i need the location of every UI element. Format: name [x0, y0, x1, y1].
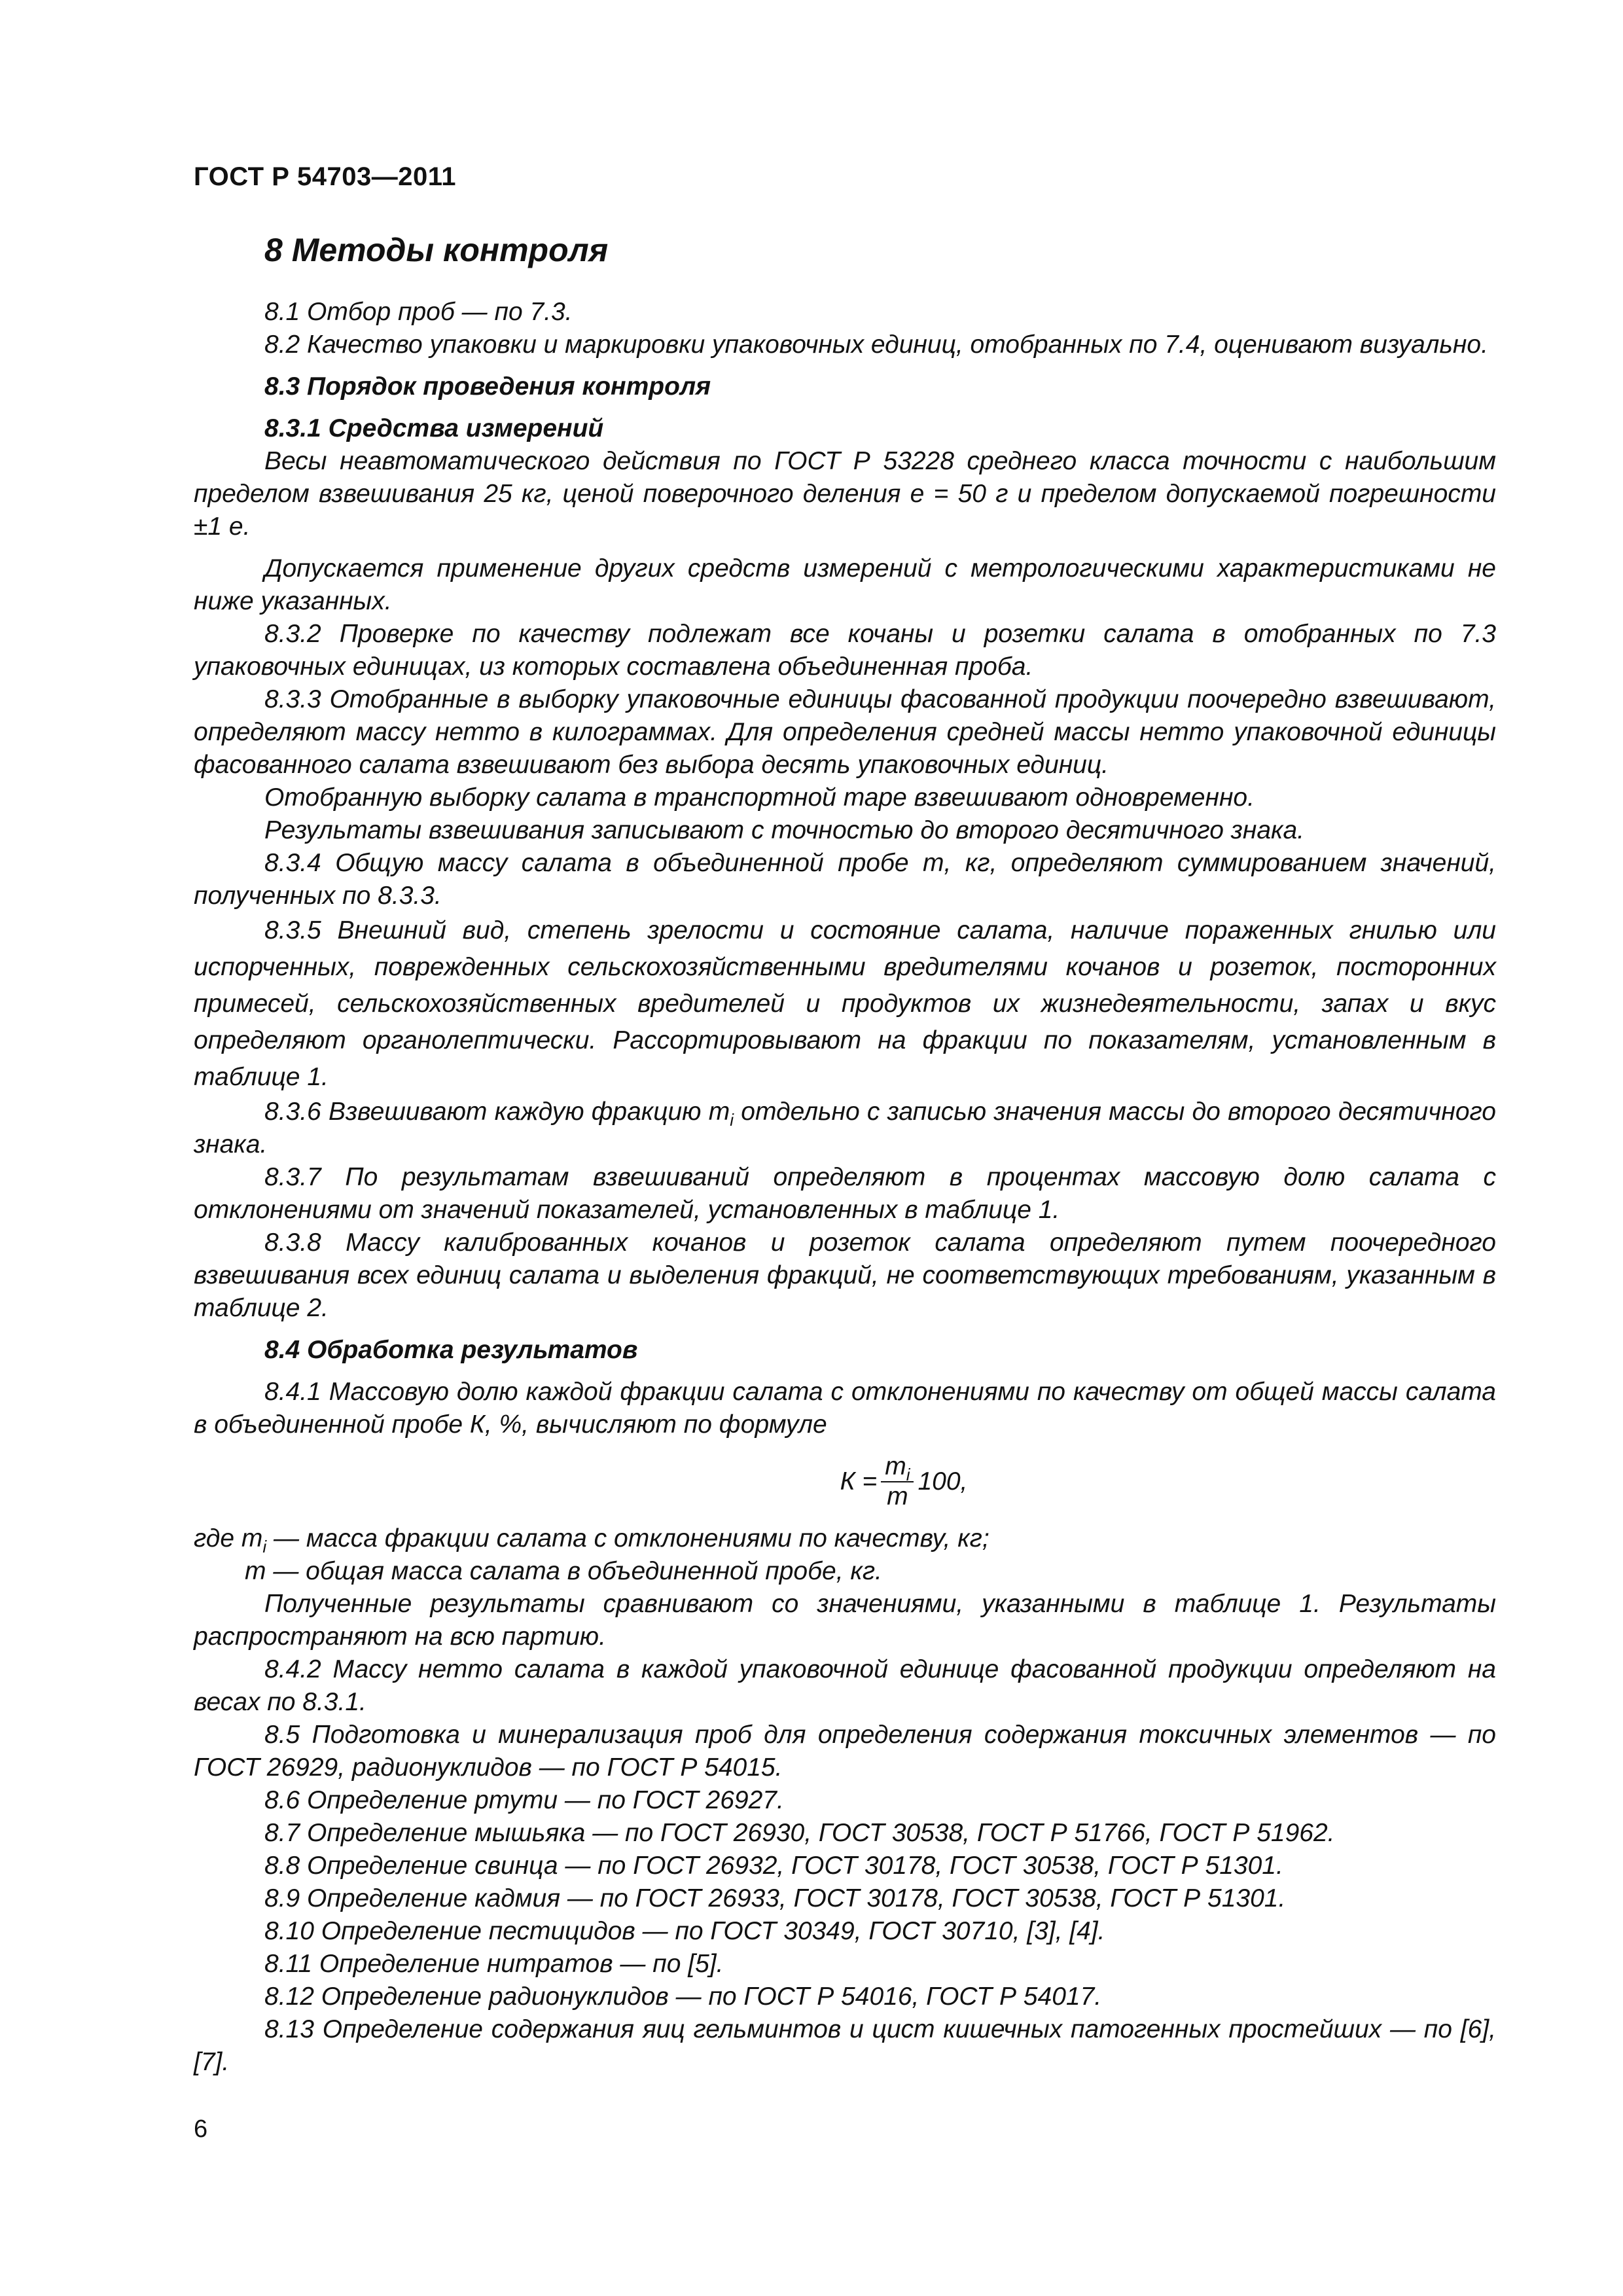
document-body	[194, 229, 1496, 2079]
formula-rhs: 100,	[918, 1467, 968, 1496]
paragraph-8-4-2: 8.4.2 Массу нетто салата в каждой упаковочной единице фасованной продукции определяют на весах по 8.3.1.	[194, 1655, 1496, 1716]
formula-denominator: m	[887, 1482, 908, 1511]
page-number: 6	[194, 2115, 208, 2143]
paragraph-8-1: 8.1 Отбор проб — по 7.3.	[264, 298, 573, 326]
subsection-title-8-3-1: 8.3.1 Средства измерений	[264, 414, 604, 442]
formula-where-m: m — общая масса салата в объединенной пробе, кг.	[245, 1557, 882, 1585]
paragraph-8-3-3-precision: Результаты взвешивания записывают с точностью до второго десятичного знака.	[264, 816, 1304, 844]
paragraph-8-3-3: 8.3.3 Отобранные в выборку упаковочные единицы фасованной продукции поочередно взвешивают, определяют массу нетто в килограммах. Для определения средней массы нетто упаковочной единицы фасованного салата взвешивают без выбора десять упаковочных единиц.	[194, 685, 1496, 779]
paragraph-8-10: 8.10 Определение пестицидов — по ГОСТ 30349, ГОСТ 30710, [3], [4].	[264, 1917, 1105, 1945]
paragraph-8-6: 8.6 Определение ртути — по ГОСТ 26927.	[264, 1786, 784, 1814]
paragraph-8-12: 8.12 Определение радионуклидов — по ГОСТ Р 54016, ГОСТ Р 54017.	[264, 1982, 1102, 2011]
paragraph-8-3-4: 8.3.4 Общую массу салата в объединенной пробе m, кг, определяют суммированием значений, полученных по 8.3.3.	[194, 849, 1496, 910]
section-title: 8 Методы контроля	[264, 232, 609, 268]
formula-numerator: $m_i$	[881, 1452, 914, 1482]
paragraph-8-2: 8.2 Качество упаковки и маркировки упаковочных единиц, отобранных по 7.4, оценивают визуально.	[264, 331, 1488, 359]
formula-lhs: К =	[840, 1467, 878, 1496]
subsection-title-8-3: 8.3 Порядок проведения контроля	[264, 372, 711, 401]
paragraph-8-3-1-scales: Весы неавтоматического действия по ГОСТ Р 53228 среднего класса точности с наибольшим пределом взвешивания 25 кг, ценой поверочного деления е = 50 г и пределом допускаемой погрешности ±1 е.	[194, 447, 1496, 541]
paragraph-8-3-2: 8.3.2 Проверке по качеству подлежат все кочаны и розетки салата в отобранных по 7.3 упаковочных единицах, из которых составлена объединенная проба.	[194, 620, 1496, 681]
paragraph-8-8: 8.8 Определение свинца — по ГОСТ 26932, ГОСТ 30178, ГОСТ 30538, ГОСТ Р 51301.	[264, 1852, 1283, 1880]
paragraph-8-9: 8.9 Определение кадмия — по ГОСТ 26933, ГОСТ 30178, ГОСТ 30538, ГОСТ Р 51301.	[264, 1884, 1286, 1912]
formula-k	[194, 1441, 1496, 1522]
paragraph-8-3-5: 8.3.5 Внешний вид, степень зрелости и состояние салата, наличие пораженных гнилью или испорченных, поврежденных сельскохозяйственными вредителями кочанов и розеток, посторонних примесей, сельскохозяйственных вредителей и продуктов их жизнедеятельности, запах и вкус определяют органолептически. Рассортировывают на фракции по показателям, установленным в таблице 1.	[194, 916, 1496, 1091]
paragraph-8-3-8: 8.3.8 Массу калиброванных кочанов и розеток салата определяют путем поочередного взвешивания всех единиц салата и выделения фракций, не соответствующих требованиям, указанным в таблице 2.	[194, 1229, 1496, 1322]
formula-fraction	[881, 1452, 914, 1511]
paragraph-8-13: 8.13 Определение содержания яиц гельминтов и цист кишечных патогенных простейших — по [6], [7].	[194, 2015, 1496, 2076]
paragraph-8-3-1-other-means: Допускается применение других средств измерений с метрологическими характеристиками не ниже указанных.	[194, 554, 1496, 615]
paragraph-8-3-6: 8.3.6 Взвешивают каждую фракцию $m_i$ отдельно с записью значения массы до второго десятичного знака.	[194, 1098, 1496, 1158]
document-number: ГОСТ Р 54703—2011	[194, 162, 456, 191]
paragraph-8-3-7: 8.3.7 По результатам взвешиваний определяют в процентах массовую долю салата с отклонениями от значений показателей, установленных в таблице 1.	[194, 1163, 1496, 1224]
paragraph-8-4-1-results: Полученные результаты сравнивают со значениями, указанными в таблице 1. Результаты распространяют на всю партию.	[194, 1590, 1496, 1651]
paragraph-8-11: 8.11 Определение нитратов — по [5].	[264, 1950, 724, 1978]
paragraph-8-7: 8.7 Определение мышьяка — по ГОСТ 26930, ГОСТ 30538, ГОСТ Р 51766, ГОСТ Р 51962.	[264, 1819, 1335, 1847]
paragraph-8-5: 8.5 Подготовка и минерализация проб для определения содержания токсичных элементов — по ГОСТ 26929, радионуклидов — по ГОСТ Р 54015.	[194, 1721, 1496, 1782]
formula-where-mi: где $m_i$ — масса фракции салата с отклонениями по качеству, кг;	[194, 1524, 990, 1556]
paragraph-8-4-1: 8.4.1 Массовую долю каждой фракции салата с отклонениями по качеству от общей массы салата в объединенной пробе К, %, вычисляют по формуле	[194, 1378, 1496, 1439]
subsection-title-8-4: 8.4 Обработка результатов	[264, 1336, 638, 1364]
paragraph-8-3-3-transport: Отобранную выборку салата в транспортной таре взвешивают одновременно.	[264, 783, 1255, 812]
